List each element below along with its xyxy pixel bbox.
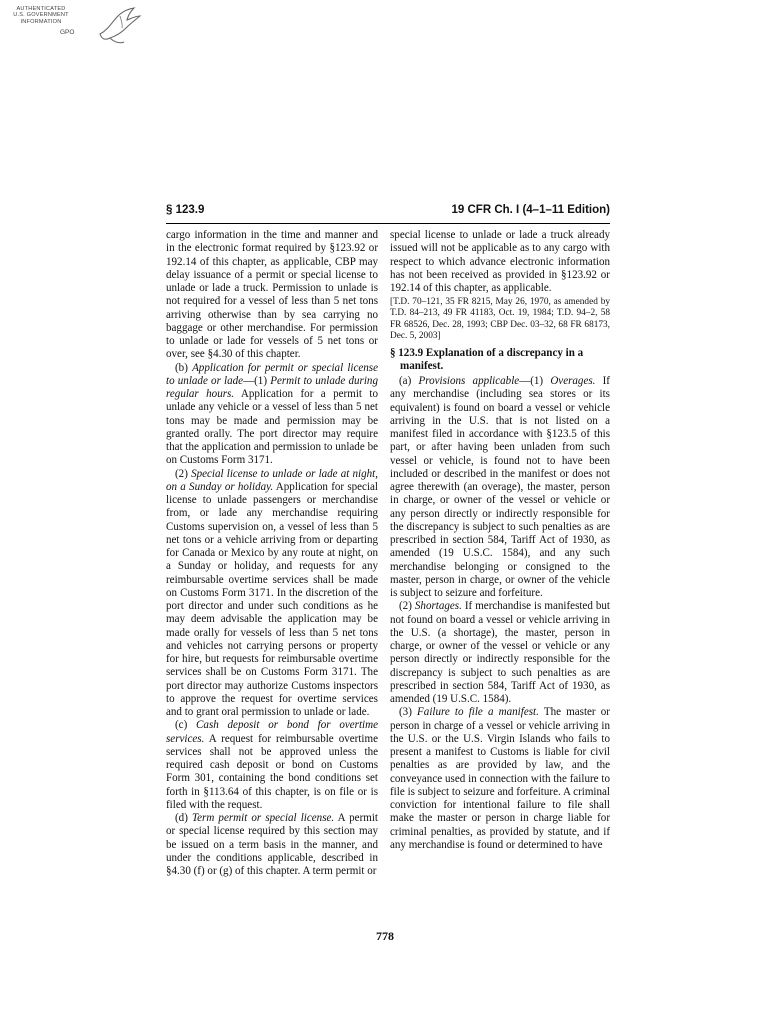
paragraph-heading: Permit to unlade during regular hours. <box>166 374 378 400</box>
paragraph-text: cargo information in the time and manner and in the electronic format required by §123.92 or 192.14 of this chapter, as applicable, CBP may delay issuance of a permit or special license to unlade or lade a truck. Permission to unlade is not required for a vessel of less than 5 net tons arriving otherwise than by sea carrying no baggage or other merchandise. For permission to unlade or lade for vessels of 5 net tons or over, see §4.30 of this chapter. <box>166 229 378 361</box>
paragraph-text: Application for a permit to unlade any vehicle or a vessel of less than 5 net tons may be made and permission may be granted orally. The port director may require that the application and permission to unlade be on Customs Form 3171. <box>166 388 378 467</box>
paragraph-text: The master or person in charge of a vessel or vehicle arriving in the U.S. or the U.S. Virgin Islands who fails to present a manifest to Customs is liable for civil penalties as are provided by law, and the conveyance used in connection with the failure to file is subject to seizure and forfeiture. A criminal conviction for intentional failure to file shall make the master or person in charge liable for criminal penalties, as provided by statute, and if any merchandise is found or determined to have <box>390 706 610 851</box>
paragraph-lead: (c) <box>175 719 197 732</box>
left-column <box>166 229 378 878</box>
stamp-text <box>6 6 76 25</box>
stamp-gpo-label: GPO <box>60 29 75 36</box>
paragraph <box>166 468 378 720</box>
page-number: 778 <box>376 929 394 943</box>
paragraph <box>166 812 378 878</box>
header-title: 19 CFR Ch. I (4–1–11 Edition) <box>451 204 610 216</box>
paragraph <box>166 719 378 812</box>
paragraph-heading: Special license to unlade or lade at night, on a Sunday or holiday. <box>166 467 378 493</box>
running-header <box>166 204 610 224</box>
paragraph-text: Application for special license to unlade passengers or merchandise from, or lade any merchandise requiring Customs supervision on, a vessel of less than 5 net tons or a vehicle arriving from or departing for Canada or Mexico by any route at night, on a Sunday or holiday, and requests for any reimbursable overtime services shall be made on Customs Form 3171. In the discretion of the port director and under such conditions as he may deem advisable the application may be made orally for vessels of less than 5 net tons and vehicles not carrying persons or property for hire, but requests for reimbursable overtime services shall be on Customs Form 3171. The port director may authorize Customs inspectors to approve the request for overtime services and to grant oral permission to unlade or lade. <box>166 480 378 718</box>
paragraph-lead: (b) <box>175 361 193 374</box>
eagle-seal-icon <box>94 4 144 50</box>
paragraph-lead: —(1) <box>519 375 551 388</box>
paragraph-heading: Failure to file a manifest. <box>417 706 539 719</box>
paragraph <box>166 229 378 362</box>
paragraph <box>390 600 610 706</box>
paragraph-lead: —(1) <box>243 374 271 387</box>
stamp-line: AUTHENTICATED <box>16 6 66 12</box>
paragraph-lead: (2) <box>175 467 192 480</box>
header-section-number: § 123.9 <box>166 204 205 216</box>
paragraph: special license to unlade or lade a truck already issued will not be applicable as to any cargo with respect to which advance electronic information has not been received as provided in §123.92 or 192.14 of this chapter, as applicable. <box>390 229 610 294</box>
paragraph-text: A permit or special license required by this section may be issued on a term basis in the manner, and under the conditions applicable, described in §4.30 (f) or (g) of this chapter. A term permit or <box>166 812 378 877</box>
paragraph <box>390 375 610 600</box>
paragraph-text: If merchandise is manifested but not found on board a vessel or vehicle arriving in the U.S. (a shortage), the master, person in charge, or owner of the vessel or vehicle or any person directly or indirectly responsible for the discrepancy is subject to such penalties as are prescribed in section 584, Tariff Act of 1930, as amended (19 U.S.C. 1584). <box>390 600 610 706</box>
paragraph-heading: Application for permit or special license to unlade or lade <box>166 361 378 387</box>
section-heading: § 123.9 Explanation of a discrepancy in a manifest. <box>390 347 584 373</box>
paragraph-lead: (2) <box>399 600 415 613</box>
stamp-line: U.S. GOVERNMENT <box>13 12 69 19</box>
paragraph-lead: (a) <box>399 375 419 388</box>
paragraph-text: If any merchandise (including sea stores or its equivalent) is found on board a vessel or vehicle arriving in the U.S. that is not listed on a manifest filed in accordance with §123.5 of this part, or after having been unladen from such vessel or vehicle, is found not to have been included or described in the manifest or does not agree therewith (an overage), the master, person in charge, or owner of the vessel or vehicle or any person directly or indirectly responsible for the discrepancy is subject to such penalties as are prescribed in section 584, Tariff Act of 1930, as amended (19 U.S.C. 1584), and any such merchandise belonging or consigned to the master, person in charge, or owner of the vehicle is subject to seizure and forfeiture. <box>390 375 610 600</box>
right-column <box>390 229 610 852</box>
authentication-stamp <box>6 4 156 50</box>
paragraph-heading: Shortages. <box>414 600 462 613</box>
paragraph-heading: Cash deposit or bond for overtime services. <box>166 719 379 745</box>
source-citation: [T.D. 70–121, 35 FR 8215, May 26, 1970, as amended by T.D. 84–213, 49 FR 41183, Oct. 19, 1984; T.D. 94–2, 58 FR 68526, Dec. 28, 1993; CBP Dec. 03–32, 68 FR 68173, Dec. 5, 2003] <box>390 297 610 341</box>
paragraph-heading: Term permit or special license. <box>192 812 335 824</box>
paragraph-lead: (d) <box>175 812 192 824</box>
paragraph <box>166 362 378 468</box>
paragraph-heading: Overages. <box>550 375 596 388</box>
paragraph <box>390 706 610 852</box>
stamp-line: INFORMATION <box>20 18 62 25</box>
paragraph-heading: Provisions applicable <box>418 375 520 388</box>
paragraph-text: A request for reimbursable overtime services shall not be approved unless the required cash deposit or bond on Customs Form 301, containing the bond conditions set forth in §113.64 of this chapter, is on file or is filed with the request. <box>166 732 378 811</box>
paragraph-lead: (3) <box>399 706 418 719</box>
